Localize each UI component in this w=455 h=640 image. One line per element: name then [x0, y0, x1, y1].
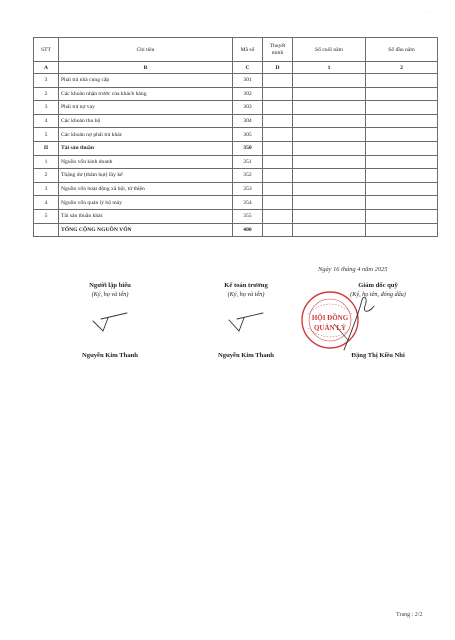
row-start-of-year [366, 74, 438, 88]
header-thuyet-minh [263, 38, 293, 62]
row-label: Nguồn vốn hoạt động xã hội, từ thiện [59, 182, 233, 196]
seal-text-line1: HỘI ĐỒNG [311, 314, 349, 322]
row-end-of-year [293, 209, 366, 223]
row-note [263, 101, 293, 115]
row-end-of-year [293, 87, 366, 101]
letter-cell: A [34, 62, 59, 74]
table-row [34, 101, 438, 115]
row-stt: 4 [34, 196, 59, 210]
total-label: TỔNG CỘNG NGUỒN VỐN [59, 223, 233, 237]
row-end-of-year [293, 114, 366, 128]
header-chi-tieu: Chỉ tiêu [59, 38, 233, 62]
row-code: 301 [233, 74, 263, 88]
signature-block-accountant [196, 282, 296, 362]
table-header-row [34, 38, 438, 62]
table-row [34, 196, 438, 210]
row-note [263, 209, 293, 223]
row-code: 350 [233, 141, 263, 155]
seal-text-line2: QUẢN LÝ [313, 324, 347, 332]
row-stt: 4 [34, 114, 59, 128]
row-note [263, 114, 293, 128]
row-stt: 5 [34, 209, 59, 223]
row-stt: 1 [34, 155, 59, 169]
row-label: Nguồn vốn kinh doanh [59, 155, 233, 169]
table-row [34, 87, 438, 101]
row-code: 354 [233, 196, 263, 210]
row-start-of-year [366, 87, 438, 101]
row-label: Các khoản thu hộ [59, 114, 233, 128]
row-note [263, 155, 293, 169]
row-note [263, 74, 293, 88]
table-row [34, 128, 438, 142]
row-note [263, 182, 293, 196]
table-row [34, 209, 438, 223]
header-ma-so: Mã số [233, 38, 263, 62]
row-code: 304 [233, 114, 263, 128]
table-row [34, 155, 438, 169]
row-label: Tài sản thuần [59, 141, 233, 155]
column-letter-row [34, 62, 438, 74]
row-end-of-year [293, 101, 366, 115]
row-label: Tài sản thuần khác [59, 209, 233, 223]
row-label: Nguồn vốn quản lý bộ máy [59, 196, 233, 210]
row-stt: 3 [34, 74, 59, 88]
letter-cell: C [233, 62, 263, 74]
row-code: 352 [233, 169, 263, 183]
table-row [34, 182, 438, 196]
handwritten-signature-icon [226, 309, 266, 335]
total-stt [34, 223, 59, 237]
row-end-of-year [293, 182, 366, 196]
row-start-of-year [366, 114, 438, 128]
header-thuyet-minh-text: Thuyết minh [269, 42, 286, 56]
row-start-of-year [366, 155, 438, 169]
row-end-of-year [293, 128, 366, 142]
signer-name: Nguyễn Kim Thanh [82, 352, 138, 359]
row-start-of-year [366, 209, 438, 223]
row-start-of-year [366, 196, 438, 210]
letter-cell: 1 [293, 62, 366, 74]
handwritten-signature-icon [90, 309, 130, 335]
row-start-of-year [366, 101, 438, 115]
letter-cell: D [263, 62, 293, 74]
row-label: Phải trả nhà cung cấp [59, 74, 233, 88]
row-end-of-year [293, 141, 366, 155]
signer-role: Người lập biểu [89, 282, 131, 289]
total-row [34, 223, 438, 237]
row-code: 355 [233, 209, 263, 223]
row-stt: 5 [34, 128, 59, 142]
signer-name: Đặng Thị Kiều Nhi [351, 352, 405, 359]
row-end-of-year [293, 74, 366, 88]
signer-name: Nguyễn Kim Thanh [218, 352, 274, 359]
letter-cell: 2 [366, 62, 438, 74]
corner-mark: · ⸳ [424, 10, 430, 16]
signer-note: (Ký, họ và tên) [91, 291, 129, 298]
row-label: Các khoản nhận trước của khách hàng [59, 87, 233, 101]
total-note [263, 223, 293, 237]
table-row [34, 169, 438, 183]
total-start-of-year [366, 223, 438, 237]
balance-table [33, 37, 438, 237]
letter-cell: B [59, 62, 233, 74]
signer-role: Kế toán trưởng [224, 282, 268, 289]
row-code: 353 [233, 182, 263, 196]
row-label: Phải trả nợ vay [59, 101, 233, 115]
signing-date: Ngày 16 tháng 4 năm 2025 [318, 266, 388, 273]
row-code: 351 [233, 155, 263, 169]
header-so-cuoi-nam: Số cuối năm [293, 38, 366, 62]
total-code: 400 [233, 223, 263, 237]
row-note [263, 128, 293, 142]
header-so-dau-nam: Số đầu năm [366, 38, 438, 62]
row-start-of-year [366, 128, 438, 142]
row-stt: II [34, 141, 59, 155]
signature-block-preparer [60, 282, 160, 362]
row-code: 302 [233, 87, 263, 101]
official-seal-icon [292, 280, 382, 360]
row-start-of-year [366, 182, 438, 196]
row-code: 305 [233, 128, 263, 142]
row-code: 303 [233, 101, 263, 115]
row-end-of-year [293, 155, 366, 169]
row-start-of-year [366, 141, 438, 155]
table-row [34, 141, 438, 155]
signer-note: (Ký, họ và tên) [227, 291, 265, 298]
row-stt: 3 [34, 101, 59, 115]
table-row [34, 114, 438, 128]
row-note [263, 169, 293, 183]
row-note [263, 87, 293, 101]
row-stt: 2 [34, 169, 59, 183]
row-start-of-year [366, 169, 438, 183]
signer-role: Giám đốc quỹ [358, 282, 398, 289]
header-stt: STT [34, 38, 59, 62]
row-note [263, 196, 293, 210]
row-label: Thặng dư (thâm hụt) lũy kế [59, 169, 233, 183]
row-note [263, 141, 293, 155]
total-end-of-year [293, 223, 366, 237]
row-stt: 2 [34, 87, 59, 101]
row-stt: 3 [34, 182, 59, 196]
signer-note: (Ký, họ tên, đóng dấu) [350, 291, 406, 298]
table-row [34, 74, 438, 88]
row-label: Các khoản nợ phải trả khác [59, 128, 233, 142]
page-number: Trang : 2/2 [396, 612, 423, 618]
row-end-of-year [293, 196, 366, 210]
row-end-of-year [293, 169, 366, 183]
